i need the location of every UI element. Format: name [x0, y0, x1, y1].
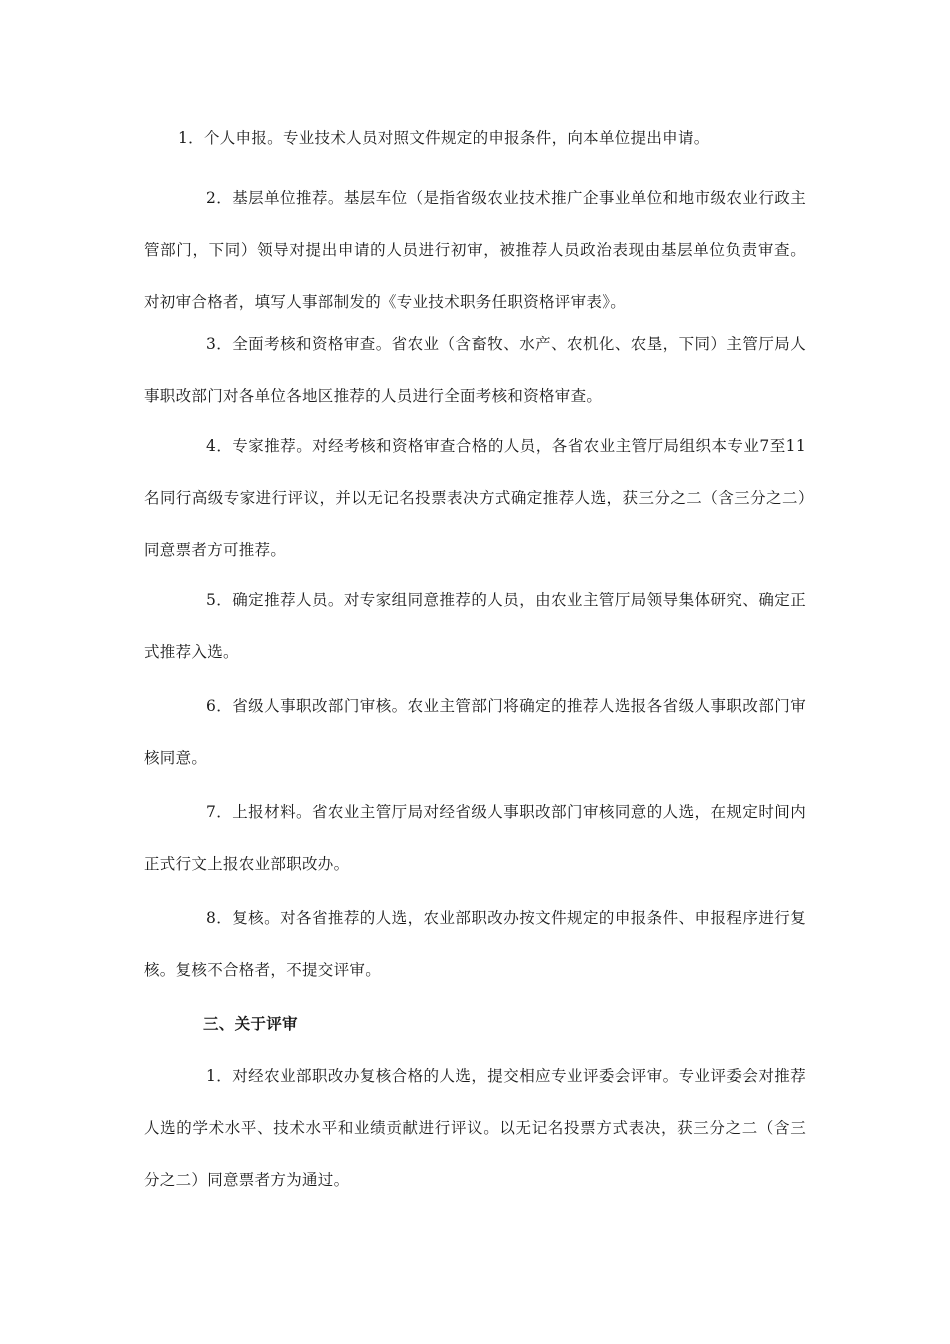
- paragraph-4-text: 4．专家推荐。对经考核和资格审查合格的人员，各省农业主管厅局组织本专业7至11名同行高级专家进行评议，并以无记名投票表决方式确定推荐人选，获三分之二（含三分之二）同意票者方可推荐。: [144, 437, 806, 559]
- paragraph-1: [178, 112, 806, 164]
- paragraph-1-text: 1．个人申报。专业技术人员对照文件规定的申报条件，向本单位提出申请。: [178, 129, 710, 147]
- paragraph-3-text: 3．全面考核和资格审查。省农业（含畜牧、水产、农机化、农垦，下同）主管厅局人事职改部门对各单位各地区推荐的人员进行全面考核和资格审查。: [144, 335, 806, 405]
- paragraph-7: [144, 786, 806, 890]
- paragraph-7-text: 7．上报材料。省农业主管厅局对经省级人事职改部门审核同意的人选，在规定时间内正式行文上报农业部职改办。: [144, 803, 806, 873]
- paragraph-5: [144, 574, 806, 678]
- paragraph-6-text: 6．省级人事职改部门审核。农业主管部门将确定的推荐人选报各省级人事职改部门审核同意。: [144, 697, 806, 767]
- section-heading: 三、关于评审: [203, 1014, 298, 1033]
- paragraph-5-text: 5．确定推荐人员。对专家组同意推荐的人员，由农业主管厅局领导集体研究、确定正式推荐入选。: [144, 591, 806, 661]
- section-paragraph-1-text: 1．对经农业部职改办复核合格的人选，提交相应专业评委会评审。专业评委会对推荐人选的学术水平、技术水平和业绩贡献进行评议。以无记名投票方式表决，获三分之二（含三分之二）同意票者方为通过。: [144, 1067, 806, 1189]
- section-paragraph-1: [144, 1050, 806, 1206]
- paragraph-8: [144, 892, 806, 996]
- paragraph-2: [144, 172, 806, 328]
- paragraph-8-text: 8．复核。对各省推荐的人选，农业部职改办按文件规定的申报条件、申报程序进行复核。复核不合格者，不提交评审。: [144, 909, 806, 979]
- paragraph-3: [144, 318, 806, 422]
- paragraph-6: [144, 680, 806, 784]
- paragraph-4: [144, 420, 806, 576]
- paragraph-2-text: 2．基层单位推荐。基层车位（是指省级农业技术推广企事业单位和地市级农业行政主管部门，下同）领导对提出申请的人员进行初审，被推荐人员政治表现由基层单位负责审查。对初审合格者，填写人事部制发的《专业技术职务任职资格评审表》。: [144, 189, 806, 311]
